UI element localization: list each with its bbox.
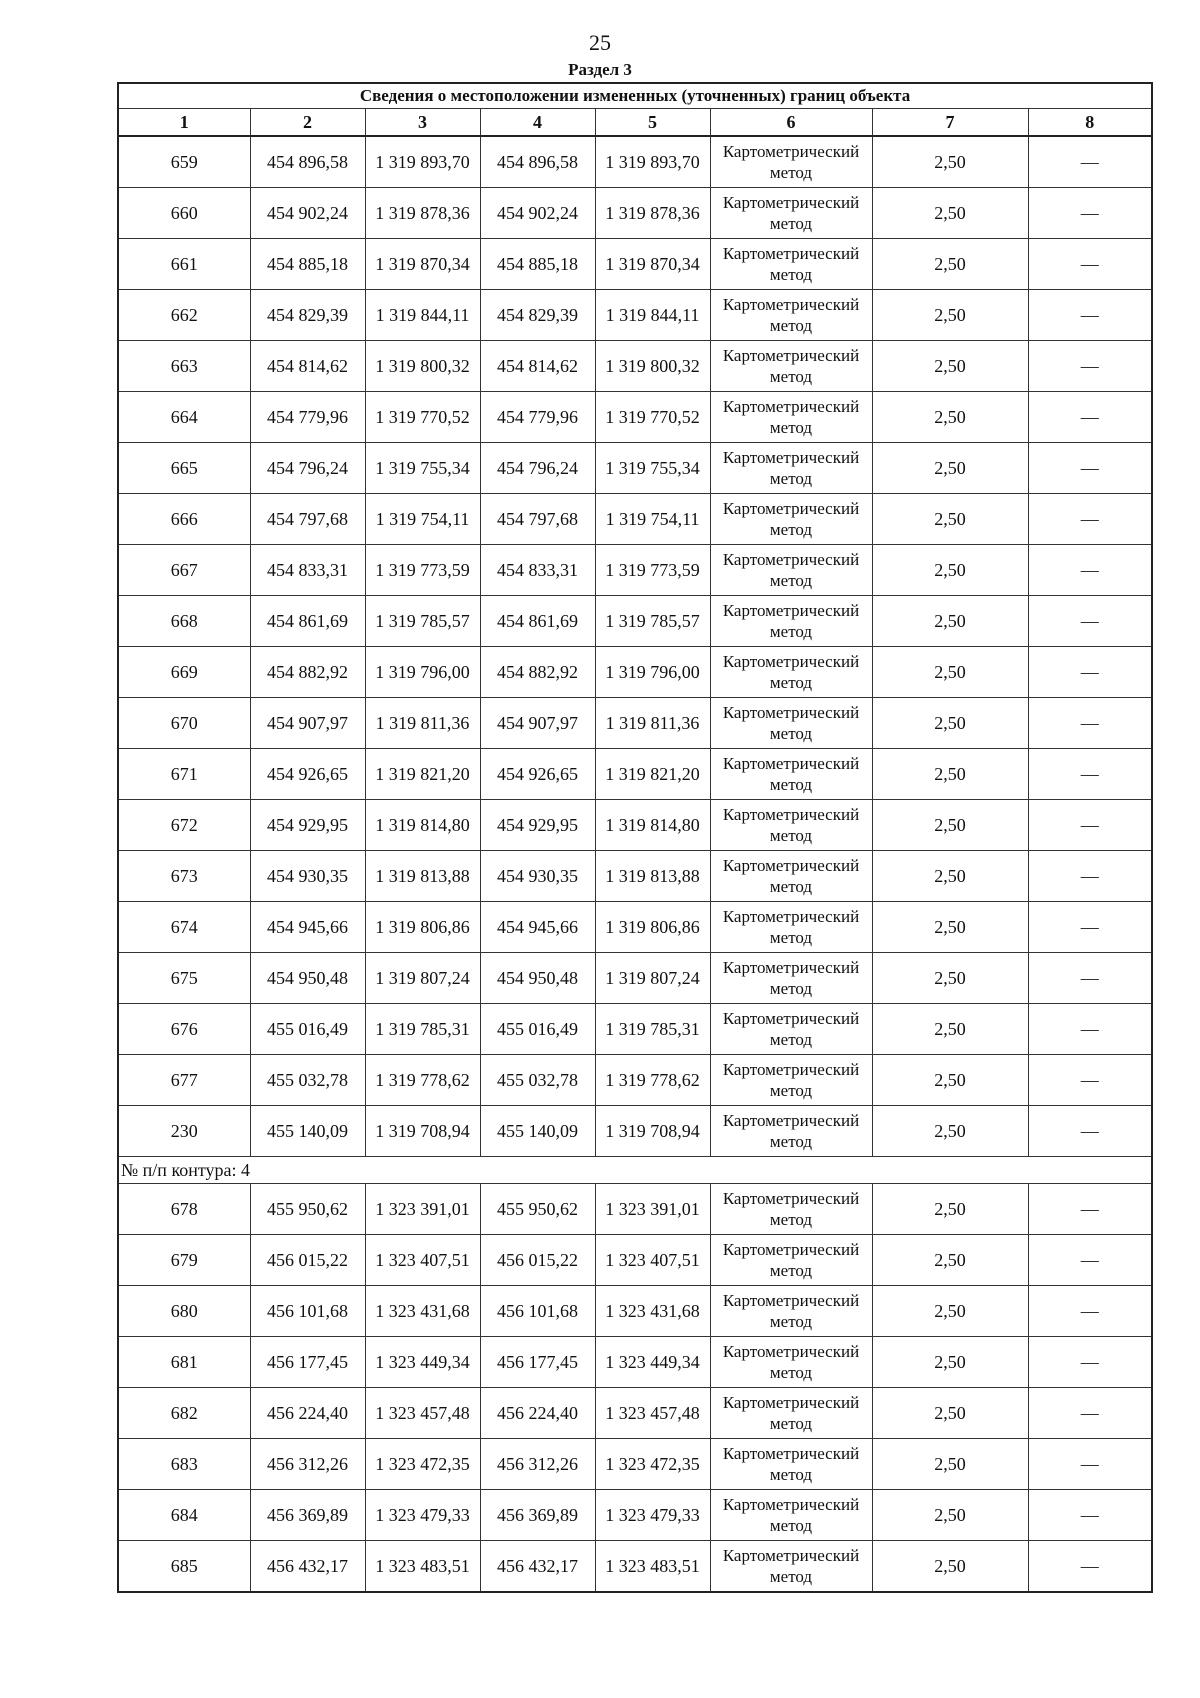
- column-number-row: [118, 109, 1152, 137]
- table-caption: Сведения о местоположении измененных (уточненных) границ объекта: [118, 83, 1152, 109]
- accuracy-cell: 2,50: [872, 1439, 1028, 1490]
- table-row: [118, 136, 1152, 188]
- table-row: [118, 392, 1152, 443]
- new-y-cell: 1 323 431,68: [595, 1286, 710, 1337]
- existing-x-cell: 454 882,92: [250, 647, 365, 698]
- method-cell: Картометрический метод: [710, 749, 872, 800]
- column-number: 7: [872, 109, 1028, 137]
- new-y-cell: 1 323 391,01: [595, 1184, 710, 1235]
- table-row: [118, 1004, 1152, 1055]
- point-number-cell: 675: [118, 953, 250, 1004]
- accuracy-cell: 2,50: [872, 698, 1028, 749]
- new-x-cell: 454 861,69: [480, 596, 595, 647]
- new-x-cell: 456 015,22: [480, 1235, 595, 1286]
- table-row: [118, 443, 1152, 494]
- description-cell: —: [1028, 341, 1152, 392]
- table-row: [118, 1439, 1152, 1490]
- description-cell: —: [1028, 749, 1152, 800]
- new-x-cell: 454 930,35: [480, 851, 595, 902]
- table-row: [118, 1235, 1152, 1286]
- point-number-cell: 685: [118, 1541, 250, 1593]
- point-number-cell: 667: [118, 545, 250, 596]
- method-cell: Картометрический метод: [710, 1337, 872, 1388]
- accuracy-cell: 2,50: [872, 545, 1028, 596]
- description-cell: —: [1028, 1388, 1152, 1439]
- description-cell: —: [1028, 1490, 1152, 1541]
- table-row: [118, 1286, 1152, 1337]
- description-cell: —: [1028, 290, 1152, 341]
- point-number-cell: 673: [118, 851, 250, 902]
- existing-y-cell: 1 319 785,31: [365, 1004, 480, 1055]
- existing-y-cell: 1 319 755,34: [365, 443, 480, 494]
- accuracy-cell: 2,50: [872, 290, 1028, 341]
- existing-y-cell: 1 319 811,36: [365, 698, 480, 749]
- new-y-cell: 1 319 893,70: [595, 136, 710, 188]
- new-y-cell: 1 319 807,24: [595, 953, 710, 1004]
- boundary-coordinates-table: [117, 82, 1153, 1593]
- method-cell: Картометрический метод: [710, 1439, 872, 1490]
- point-number-cell: 681: [118, 1337, 250, 1388]
- new-y-cell: 1 323 449,34: [595, 1337, 710, 1388]
- existing-y-cell: 1 319 813,88: [365, 851, 480, 902]
- point-number-cell: 659: [118, 136, 250, 188]
- existing-x-cell: 455 140,09: [250, 1106, 365, 1157]
- method-cell: Картометрический метод: [710, 1184, 872, 1235]
- new-y-cell: 1 319 708,94: [595, 1106, 710, 1157]
- table-row: [118, 851, 1152, 902]
- table-row: [118, 545, 1152, 596]
- table-caption-row: [118, 83, 1152, 109]
- accuracy-cell: 2,50: [872, 443, 1028, 494]
- accuracy-cell: 2,50: [872, 1184, 1028, 1235]
- method-cell: Картометрический метод: [710, 239, 872, 290]
- existing-x-cell: 454 797,68: [250, 494, 365, 545]
- description-cell: —: [1028, 239, 1152, 290]
- new-x-cell: 454 779,96: [480, 392, 595, 443]
- description-cell: —: [1028, 647, 1152, 698]
- method-cell: Картометрический метод: [710, 1004, 872, 1055]
- accuracy-cell: 2,50: [872, 392, 1028, 443]
- new-x-cell: 456 177,45: [480, 1337, 595, 1388]
- new-y-cell: 1 319 778,62: [595, 1055, 710, 1106]
- description-cell: —: [1028, 902, 1152, 953]
- description-cell: —: [1028, 1184, 1152, 1235]
- accuracy-cell: 2,50: [872, 851, 1028, 902]
- table-body: [118, 136, 1152, 1592]
- new-x-cell: 454 902,24: [480, 188, 595, 239]
- accuracy-cell: 2,50: [872, 188, 1028, 239]
- column-number: 8: [1028, 109, 1152, 137]
- new-x-cell: 454 814,62: [480, 341, 595, 392]
- point-number-cell: 660: [118, 188, 250, 239]
- new-x-cell: 454 829,39: [480, 290, 595, 341]
- description-cell: —: [1028, 596, 1152, 647]
- new-y-cell: 1 319 878,36: [595, 188, 710, 239]
- existing-x-cell: 454 950,48: [250, 953, 365, 1004]
- new-y-cell: 1 319 811,36: [595, 698, 710, 749]
- point-number-cell: 678: [118, 1184, 250, 1235]
- table-row: [118, 290, 1152, 341]
- new-y-cell: 1 323 479,33: [595, 1490, 710, 1541]
- new-x-cell: 454 796,24: [480, 443, 595, 494]
- existing-y-cell: 1 319 878,36: [365, 188, 480, 239]
- method-cell: Картометрический метод: [710, 1106, 872, 1157]
- new-x-cell: 454 929,95: [480, 800, 595, 851]
- new-x-cell: 456 432,17: [480, 1541, 595, 1593]
- existing-y-cell: 1 319 773,59: [365, 545, 480, 596]
- new-x-cell: 455 950,62: [480, 1184, 595, 1235]
- method-cell: Картометрический метод: [710, 1388, 872, 1439]
- accuracy-cell: 2,50: [872, 494, 1028, 545]
- existing-y-cell: 1 319 770,52: [365, 392, 480, 443]
- accuracy-cell: 2,50: [872, 1055, 1028, 1106]
- method-cell: Картометрический метод: [710, 800, 872, 851]
- accuracy-cell: 2,50: [872, 902, 1028, 953]
- new-y-cell: 1 319 785,57: [595, 596, 710, 647]
- table-row: [118, 1388, 1152, 1439]
- new-y-cell: 1 323 483,51: [595, 1541, 710, 1593]
- method-cell: Картометрический метод: [710, 545, 872, 596]
- new-y-cell: 1 319 821,20: [595, 749, 710, 800]
- column-number: 2: [250, 109, 365, 137]
- new-y-cell: 1 319 806,86: [595, 902, 710, 953]
- point-number-cell: 661: [118, 239, 250, 290]
- table-row: [118, 902, 1152, 953]
- existing-x-cell: 455 016,49: [250, 1004, 365, 1055]
- point-number-cell: 662: [118, 290, 250, 341]
- method-cell: Картометрический метод: [710, 902, 872, 953]
- accuracy-cell: 2,50: [872, 1337, 1028, 1388]
- method-cell: Картометрический метод: [710, 698, 872, 749]
- description-cell: —: [1028, 800, 1152, 851]
- new-x-cell: 455 140,09: [480, 1106, 595, 1157]
- new-x-cell: 454 907,97: [480, 698, 595, 749]
- existing-y-cell: 1 323 449,34: [365, 1337, 480, 1388]
- column-number: 4: [480, 109, 595, 137]
- section-title: Раздел 3: [568, 60, 632, 79]
- new-x-cell: 454 945,66: [480, 902, 595, 953]
- method-cell: Картометрический метод: [710, 1286, 872, 1337]
- new-x-cell: 454 926,65: [480, 749, 595, 800]
- table-row: [118, 1184, 1152, 1235]
- existing-y-cell: 1 323 479,33: [365, 1490, 480, 1541]
- new-x-cell: 454 885,18: [480, 239, 595, 290]
- existing-x-cell: 456 224,40: [250, 1388, 365, 1439]
- existing-x-cell: 456 312,26: [250, 1439, 365, 1490]
- point-number-cell: 665: [118, 443, 250, 494]
- new-y-cell: 1 319 754,11: [595, 494, 710, 545]
- accuracy-cell: 2,50: [872, 136, 1028, 188]
- new-x-cell: 455 016,49: [480, 1004, 595, 1055]
- existing-x-cell: 456 015,22: [250, 1235, 365, 1286]
- method-cell: Картометрический метод: [710, 851, 872, 902]
- method-cell: Картометрический метод: [710, 1541, 872, 1593]
- description-cell: —: [1028, 443, 1152, 494]
- point-number-cell: 672: [118, 800, 250, 851]
- new-y-cell: 1 323 472,35: [595, 1439, 710, 1490]
- accuracy-cell: 2,50: [872, 749, 1028, 800]
- existing-y-cell: 1 319 754,11: [365, 494, 480, 545]
- point-number-cell: 671: [118, 749, 250, 800]
- description-cell: —: [1028, 1055, 1152, 1106]
- accuracy-cell: 2,50: [872, 1490, 1028, 1541]
- existing-y-cell: 1 319 807,24: [365, 953, 480, 1004]
- table-row: [118, 239, 1152, 290]
- existing-y-cell: 1 319 893,70: [365, 136, 480, 188]
- existing-x-cell: 454 814,62: [250, 341, 365, 392]
- point-number-cell: 680: [118, 1286, 250, 1337]
- existing-y-cell: 1 319 814,80: [365, 800, 480, 851]
- accuracy-cell: 2,50: [872, 953, 1028, 1004]
- existing-y-cell: 1 323 407,51: [365, 1235, 480, 1286]
- new-y-cell: 1 319 755,34: [595, 443, 710, 494]
- new-x-cell: 455 032,78: [480, 1055, 595, 1106]
- table-row: [118, 698, 1152, 749]
- column-number: 5: [595, 109, 710, 137]
- existing-y-cell: 1 323 457,48: [365, 1388, 480, 1439]
- description-cell: —: [1028, 698, 1152, 749]
- new-y-cell: 1 319 796,00: [595, 647, 710, 698]
- description-cell: —: [1028, 1286, 1152, 1337]
- accuracy-cell: 2,50: [872, 647, 1028, 698]
- method-cell: Картометрический метод: [710, 596, 872, 647]
- table-row: [118, 1541, 1152, 1593]
- method-cell: Картометрический метод: [710, 341, 872, 392]
- description-cell: —: [1028, 1541, 1152, 1593]
- new-y-cell: 1 319 813,88: [595, 851, 710, 902]
- existing-x-cell: 454 929,95: [250, 800, 365, 851]
- existing-x-cell: 454 907,97: [250, 698, 365, 749]
- method-cell: Картометрический метод: [710, 494, 872, 545]
- new-x-cell: 456 369,89: [480, 1490, 595, 1541]
- existing-x-cell: 455 950,62: [250, 1184, 365, 1235]
- new-x-cell: 456 101,68: [480, 1286, 595, 1337]
- accuracy-cell: 2,50: [872, 800, 1028, 851]
- point-number-cell: 666: [118, 494, 250, 545]
- description-cell: —: [1028, 1439, 1152, 1490]
- existing-y-cell: 1 319 821,20: [365, 749, 480, 800]
- existing-x-cell: 454 945,66: [250, 902, 365, 953]
- method-cell: Картометрический метод: [710, 392, 872, 443]
- new-y-cell: 1 323 457,48: [595, 1388, 710, 1439]
- method-cell: Картометрический метод: [710, 1055, 872, 1106]
- accuracy-cell: 2,50: [872, 239, 1028, 290]
- new-y-cell: 1 319 870,34: [595, 239, 710, 290]
- accuracy-cell: 2,50: [872, 1388, 1028, 1439]
- point-number-cell: 677: [118, 1055, 250, 1106]
- new-y-cell: 1 323 407,51: [595, 1235, 710, 1286]
- point-number-cell: 664: [118, 392, 250, 443]
- existing-y-cell: 1 319 796,00: [365, 647, 480, 698]
- description-cell: —: [1028, 545, 1152, 596]
- accuracy-cell: 2,50: [872, 1286, 1028, 1337]
- new-x-cell: 454 950,48: [480, 953, 595, 1004]
- description-cell: —: [1028, 494, 1152, 545]
- new-x-cell: 454 896,58: [480, 136, 595, 188]
- existing-x-cell: 454 861,69: [250, 596, 365, 647]
- method-cell: Картометрический метод: [710, 953, 872, 1004]
- existing-x-cell: 456 369,89: [250, 1490, 365, 1541]
- point-number-cell: 670: [118, 698, 250, 749]
- existing-y-cell: 1 319 708,94: [365, 1106, 480, 1157]
- existing-x-cell: 454 902,24: [250, 188, 365, 239]
- description-cell: —: [1028, 1004, 1152, 1055]
- table-row: [118, 749, 1152, 800]
- existing-x-cell: 454 829,39: [250, 290, 365, 341]
- point-number-cell: 684: [118, 1490, 250, 1541]
- method-cell: Картометрический метод: [710, 647, 872, 698]
- existing-x-cell: 456 101,68: [250, 1286, 365, 1337]
- new-y-cell: 1 319 770,52: [595, 392, 710, 443]
- existing-x-cell: 454 930,35: [250, 851, 365, 902]
- table-row: [118, 647, 1152, 698]
- existing-y-cell: 1 319 806,86: [365, 902, 480, 953]
- new-x-cell: 456 224,40: [480, 1388, 595, 1439]
- point-number-cell: 682: [118, 1388, 250, 1439]
- existing-x-cell: 454 833,31: [250, 545, 365, 596]
- accuracy-cell: 2,50: [872, 1541, 1028, 1593]
- column-number: 1: [118, 109, 250, 137]
- new-x-cell: 454 833,31: [480, 545, 595, 596]
- existing-x-cell: 456 177,45: [250, 1337, 365, 1388]
- description-cell: —: [1028, 953, 1152, 1004]
- column-number: 6: [710, 109, 872, 137]
- method-cell: Картометрический метод: [710, 1235, 872, 1286]
- existing-y-cell: 1 319 800,32: [365, 341, 480, 392]
- page-number: 25: [589, 30, 611, 55]
- contour-label: № п/п контура: 4: [118, 1157, 1152, 1184]
- existing-y-cell: 1 319 844,11: [365, 290, 480, 341]
- new-y-cell: 1 319 814,80: [595, 800, 710, 851]
- accuracy-cell: 2,50: [872, 341, 1028, 392]
- description-cell: —: [1028, 1235, 1152, 1286]
- existing-y-cell: 1 319 778,62: [365, 1055, 480, 1106]
- contour-label-row: [118, 1157, 1152, 1184]
- description-cell: —: [1028, 1106, 1152, 1157]
- point-number-cell: 679: [118, 1235, 250, 1286]
- description-cell: —: [1028, 188, 1152, 239]
- existing-x-cell: 454 885,18: [250, 239, 365, 290]
- existing-x-cell: 454 796,24: [250, 443, 365, 494]
- method-cell: Картометрический метод: [710, 290, 872, 341]
- table-row: [118, 188, 1152, 239]
- point-number-cell: 668: [118, 596, 250, 647]
- existing-x-cell: 454 896,58: [250, 136, 365, 188]
- accuracy-cell: 2,50: [872, 1004, 1028, 1055]
- table-row: [118, 1337, 1152, 1388]
- accuracy-cell: 2,50: [872, 596, 1028, 647]
- point-number-cell: 676: [118, 1004, 250, 1055]
- existing-y-cell: 1 319 870,34: [365, 239, 480, 290]
- new-x-cell: 454 797,68: [480, 494, 595, 545]
- table-row: [118, 1055, 1152, 1106]
- point-number-cell: 674: [118, 902, 250, 953]
- new-y-cell: 1 319 844,11: [595, 290, 710, 341]
- existing-x-cell: 456 432,17: [250, 1541, 365, 1593]
- description-cell: —: [1028, 136, 1152, 188]
- point-number-cell: 663: [118, 341, 250, 392]
- table-row: [118, 494, 1152, 545]
- existing-y-cell: 1 323 472,35: [365, 1439, 480, 1490]
- existing-x-cell: 454 779,96: [250, 392, 365, 443]
- point-number-cell: 683: [118, 1439, 250, 1490]
- point-number-cell: 669: [118, 647, 250, 698]
- existing-x-cell: 454 926,65: [250, 749, 365, 800]
- point-number-cell: 230: [118, 1106, 250, 1157]
- method-cell: Картометрический метод: [710, 188, 872, 239]
- method-cell: Картометрический метод: [710, 136, 872, 188]
- table-row: [118, 341, 1152, 392]
- table-row: [118, 800, 1152, 851]
- new-y-cell: 1 319 785,31: [595, 1004, 710, 1055]
- description-cell: —: [1028, 392, 1152, 443]
- table-row: [118, 953, 1152, 1004]
- method-cell: Картометрический метод: [710, 1490, 872, 1541]
- existing-y-cell: 1 319 785,57: [365, 596, 480, 647]
- table-row: [118, 1106, 1152, 1157]
- accuracy-cell: 2,50: [872, 1235, 1028, 1286]
- accuracy-cell: 2,50: [872, 1106, 1028, 1157]
- existing-x-cell: 455 032,78: [250, 1055, 365, 1106]
- new-y-cell: 1 319 773,59: [595, 545, 710, 596]
- method-cell: Картометрический метод: [710, 443, 872, 494]
- existing-y-cell: 1 323 391,01: [365, 1184, 480, 1235]
- description-cell: —: [1028, 1337, 1152, 1388]
- new-y-cell: 1 319 800,32: [595, 341, 710, 392]
- existing-y-cell: 1 323 483,51: [365, 1541, 480, 1593]
- new-x-cell: 456 312,26: [480, 1439, 595, 1490]
- existing-y-cell: 1 323 431,68: [365, 1286, 480, 1337]
- table-row: [118, 596, 1152, 647]
- table-row: [118, 1490, 1152, 1541]
- description-cell: —: [1028, 851, 1152, 902]
- new-x-cell: 454 882,92: [480, 647, 595, 698]
- column-number: 3: [365, 109, 480, 137]
